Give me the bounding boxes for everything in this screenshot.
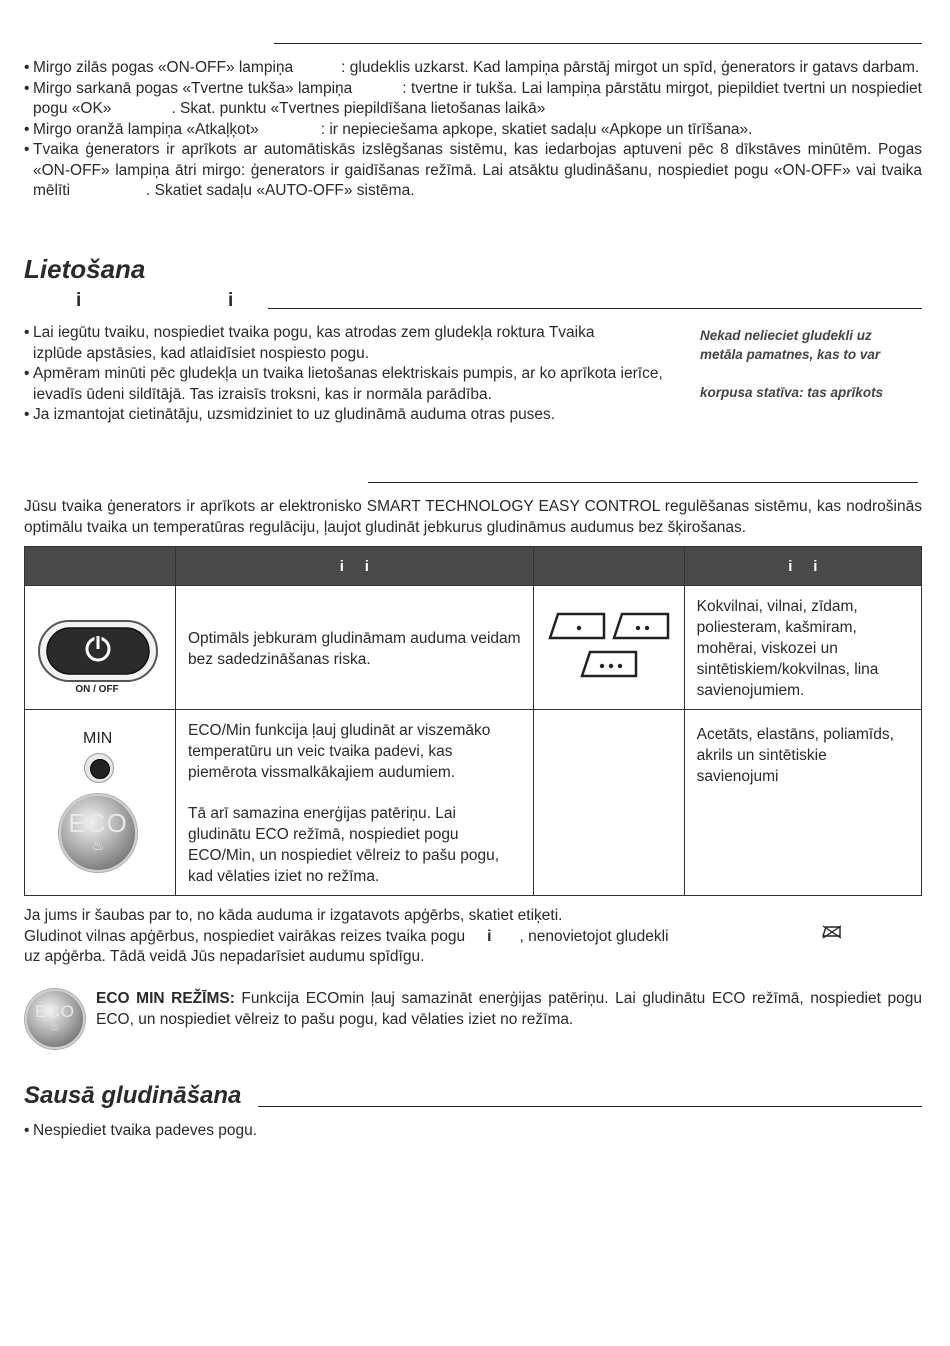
eco-mode-icon: ECO ♨ — [25, 989, 85, 1049]
eco-min-cell — [25, 710, 176, 896]
list-item: • Mirgo zilās pogas «ON-OFF» lampiņa : gludeklis uzkarst. Kad lampiņa pārstāj mirgot un spīd, ģenerators ir gatavs darbam. — [24, 58, 922, 79]
list-item: • Mirgo sarkanā pogas «Tvertne tukša» lampiņa : tvertne ir tukša. Lai lampiņa pārstātu mirgot, piepildiet tvertni un nospiediet pogu «OK» . Skat. punktu «Tvertnes piepildīšana lietošanas laikā» — [24, 79, 922, 120]
table-row — [25, 710, 922, 896]
min-indicator-icon — [84, 753, 114, 783]
list-item: • Mirgo oranžā lampiņa «Atkaļķot» : ir nepieciešama apkope, skatiet sadaļu «Apkope un tīrīšana». — [24, 120, 922, 141]
table-header: i i — [684, 547, 921, 586]
lietosana-bullets — [24, 323, 686, 426]
list-item: • Ja izmantojat cietinātāju, uzsmidziniet to uz gludināmā auduma otras puses. — [24, 405, 686, 426]
fabric-cell: Acetāts, elastāns, poliamīds, akrils un sintētiskie savienojumi — [684, 710, 921, 896]
svg-text:ON / OFF: ON / OFF — [75, 684, 119, 695]
eco-min-paragraph: ECO MIN REŽĪMS: Funkcija ECOmin ļauj samazināt enerģijas patēriņu. Lai gludinātu ECO režīmā, nospiediet pogu ECO, un nospiediet vēlreiz to pašu pogu, kad vēlaties iziet no režīma. — [96, 990, 922, 1028]
min-label: MIN — [83, 730, 113, 747]
section-title-lietosana: Lietošana — [24, 254, 146, 284]
table-header: i i — [176, 547, 534, 586]
status-bullets — [24, 58, 922, 202]
top-rule — [274, 43, 922, 44]
smart-section-rule — [368, 482, 918, 483]
steam-icon: ♨ — [91, 837, 105, 853]
list-item: • Tvaika ģenerators ir aprīkots ar automātiskās izslēgšanas sistēmu, kas iedarbojas aptuveni pēc 8 dīkstāves minūtēm. Pogas «ON-OFF» lampiņa ātri mirgo: ģenerators ir gaidīšanas režīmā. Lai atsāktu gludināšanu, nospiediet pogu «ON-OFF» vai tvaika mēlīti . Skatiet sadaļu «AUTO-OFF» sistēma. — [24, 140, 922, 202]
dry-bullets — [24, 1121, 922, 1142]
smart-intro: Jūsu tvaika ģenerators ir aprīkots ar elektronisko SMART TECHNOLOGY EASY CONTROL regulēšanas sistēmu, kas nodrošinās optimālu tvaika un temperatūras regulāciju, ļaujot gludināt jebkurus gludināmus audumus bez šķirošanas. — [24, 498, 922, 536]
iron-two-dot-icon — [614, 614, 668, 638]
dry-section-rule — [258, 1106, 922, 1107]
list-item: • Nespiediet tvaika padeves pogu. — [24, 1121, 922, 1142]
subtitle-fragment: i — [76, 290, 82, 311]
table-header — [25, 547, 176, 586]
on-off-cell — [25, 586, 176, 710]
no-ironing-symbol-icon — [821, 925, 843, 939]
warning-note: Nekad nelieciet gludekli uz metāla pamatnes, kas to var korpusa statīva: tas aprīkots — [700, 328, 884, 400]
table-header — [533, 547, 684, 586]
iron-temperature-icons — [534, 600, 684, 690]
subtitle-rule — [268, 308, 922, 309]
description-cell: ECO/Min funkcija ļauj gludināt ar viszemāko temperatūru un veic tvaika padevi, kas piemērota vissmalkākajiem audumiem. Tā arī samazina enerģijas patēriņu. Lai gludinātu ECO režīmā, nospiediet pogu ECO/Min, un nospiediet vēlreiz to pašu pogu, kad vēlaties iziet no režīma. — [176, 710, 534, 896]
iron-one-dot-icon — [550, 614, 604, 638]
eco-button-icon: ECO ♨ — [59, 794, 137, 872]
table-row — [25, 586, 922, 710]
settings-table — [24, 546, 922, 896]
on-off-button-icon — [25, 595, 175, 695]
table-header-row — [25, 547, 922, 586]
subtitle-fragment: i — [228, 290, 234, 311]
list-item: • Apmēram minūti pēc gludekļa un tvaika lietošanas elektriskais pumpis, ar ko aprīkota ierīce, ievadīs ūdeni sildītājā. Tas izraisīs troksni, kas ir normāla parādība. — [24, 364, 686, 405]
description-cell: Optimāls jebkuram gludināmam auduma veidam bez sadedzināšanas riska. — [176, 586, 534, 710]
after-table-notes: Ja jums ir šaubas par to, no kāda auduma ir izgatavots apģērbs, skatiet etiķeti. Gludinot vilnas apģērbus, nospiediet vairākas reizes tvaika pogu i , nenovietojot gludekli uz apģērba. Tādā veidā Jūs nepadarīsiet audumu spīdīgu. — [24, 907, 669, 965]
steam-icon: ♨ — [50, 1021, 60, 1033]
section-title-dry-ironing: Sausā gludināšana — [24, 1082, 242, 1109]
iron-temperature-cell — [533, 586, 684, 710]
list-item: • Lai iegūtu tvaiku, nospiediet tvaika pogu, kas atrodas zem gludekļa roktura Tvaika izplūde apstāsies, kad atlaidīsiet nospiesto pogu. — [24, 323, 633, 364]
empty-cell — [533, 710, 684, 896]
iron-three-dot-icon — [582, 652, 636, 676]
fabric-cell: Kokvilnai, vilnai, zīdam, poliesteram, kašmiram, mohērai, viskozei un sintētiskiem/kokvilnas, lina savienojumiem. — [684, 586, 921, 710]
